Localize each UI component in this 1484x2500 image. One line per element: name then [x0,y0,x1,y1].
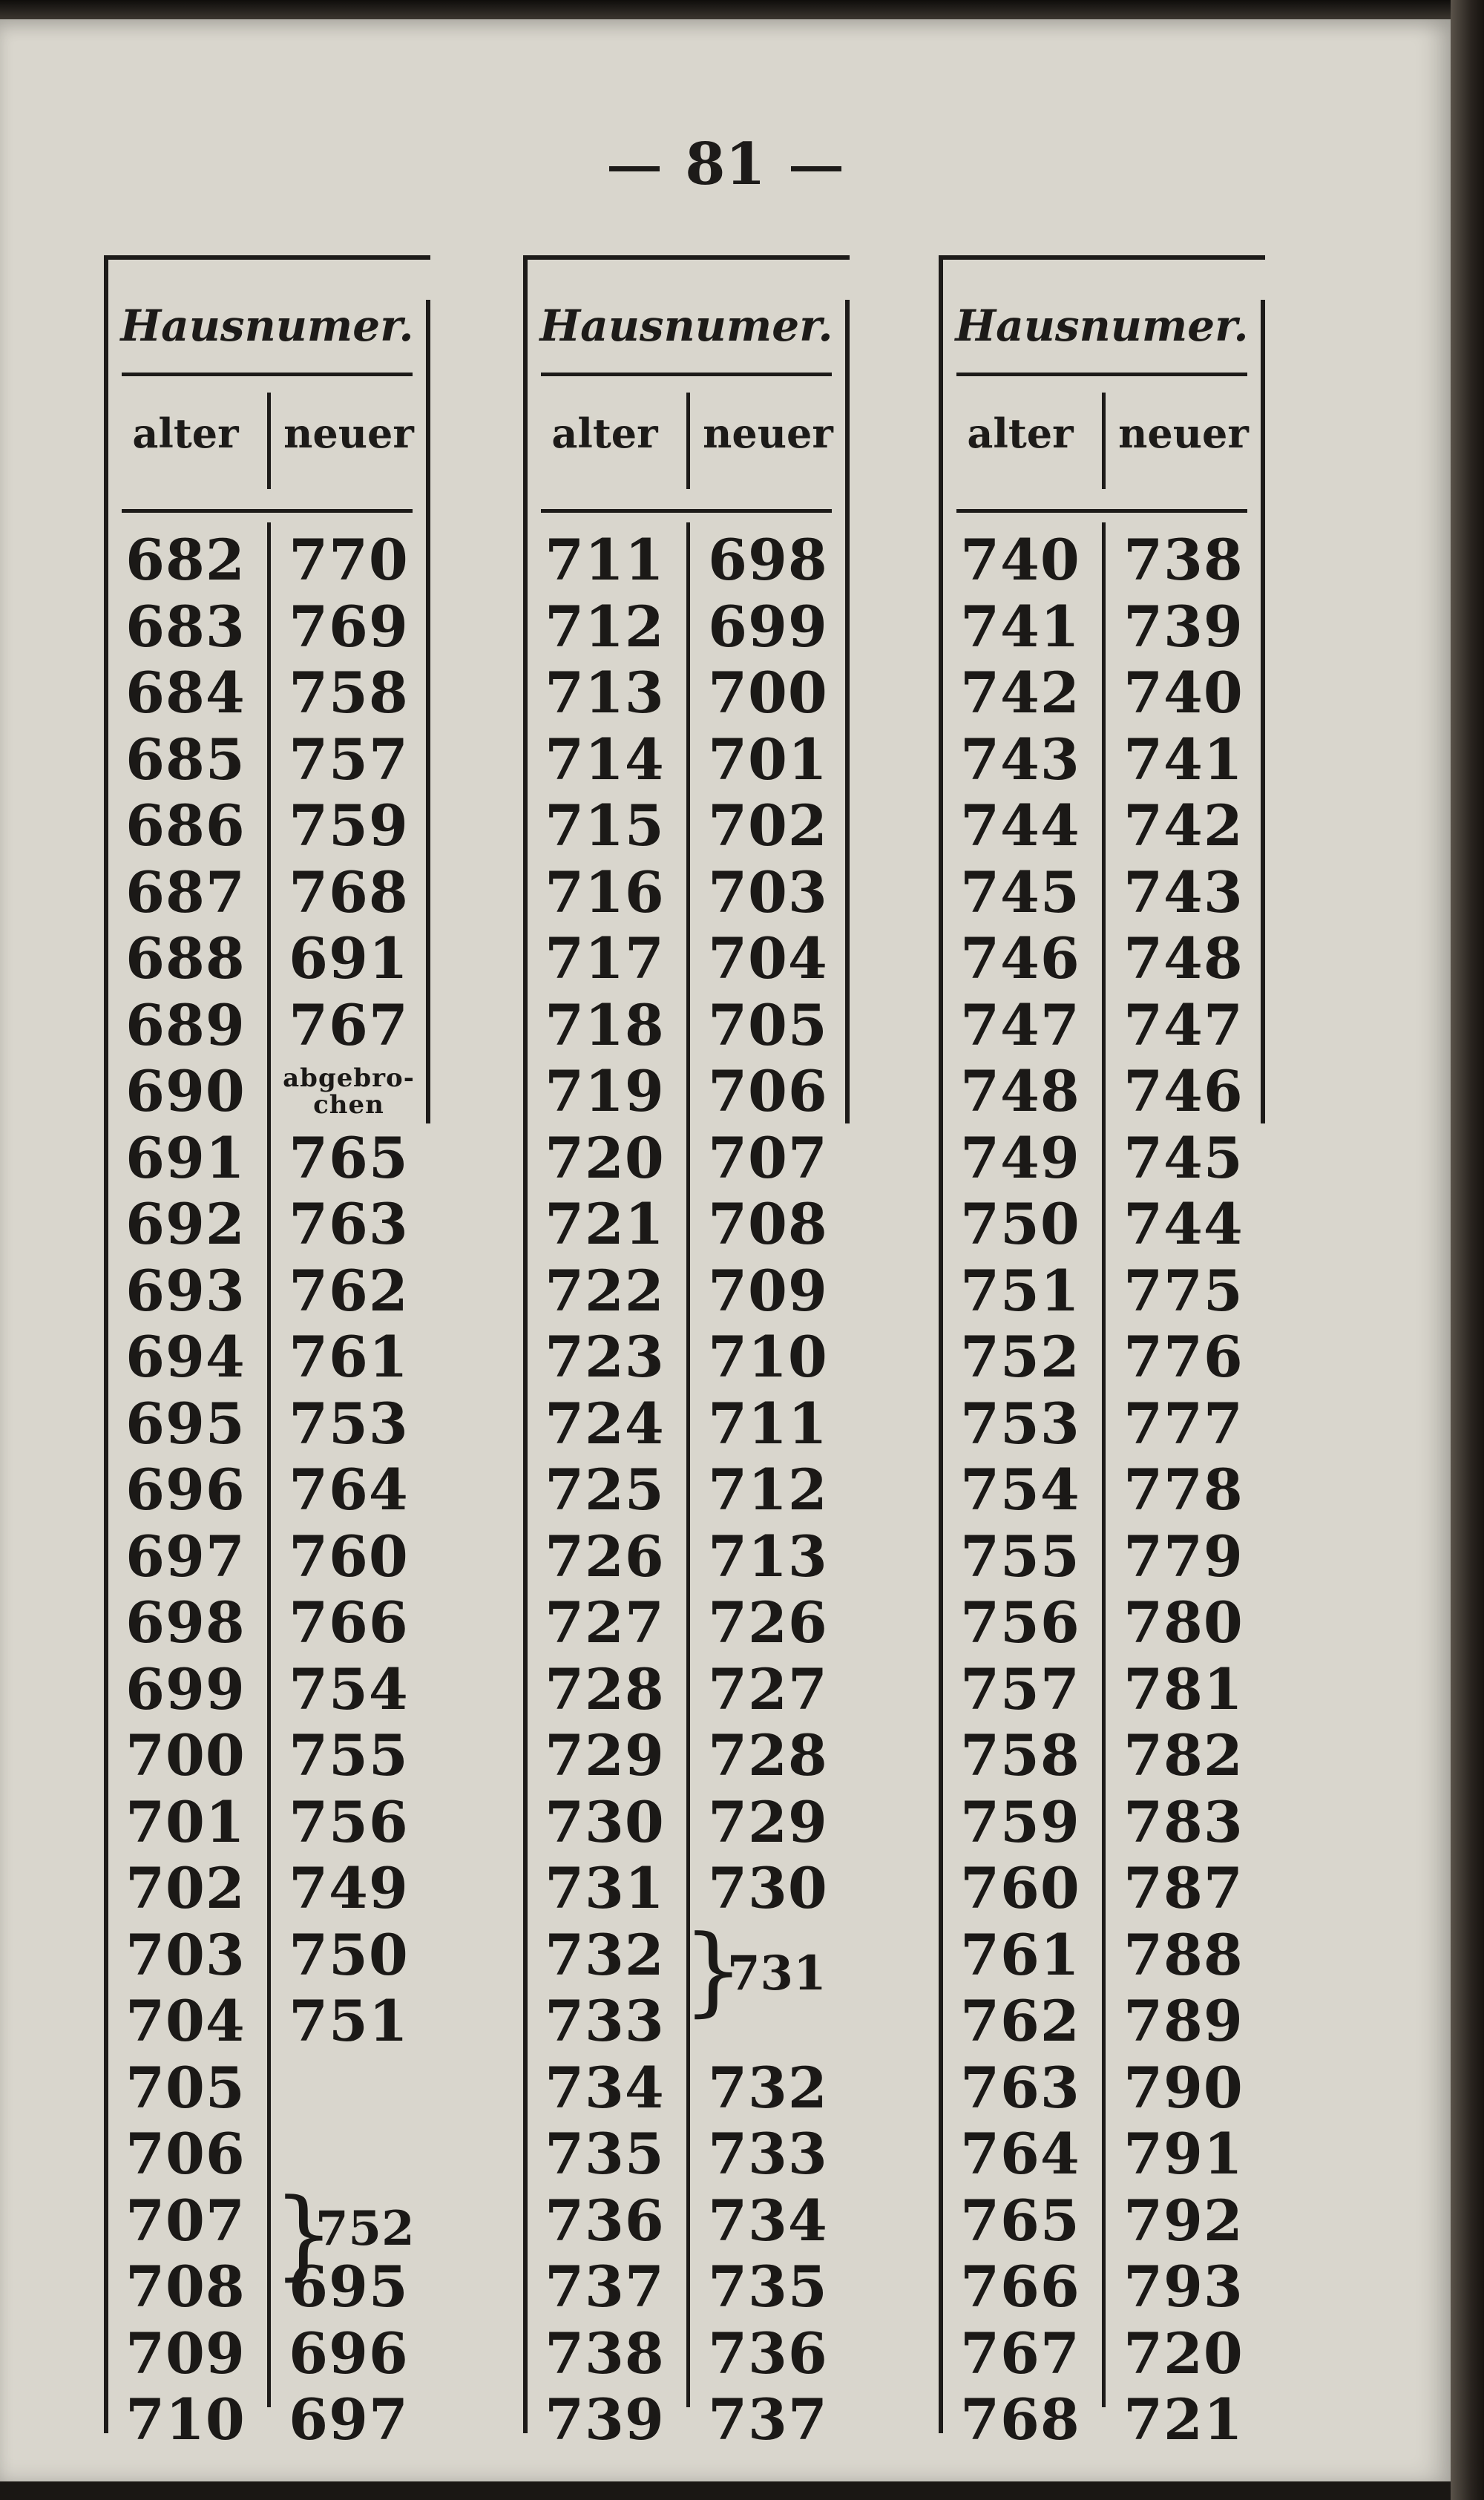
new-number-cell: 782 [1123,1722,1244,1789]
old-number-cell: 717 [545,925,665,992]
new-number-cell: 706 [708,1058,828,1125]
old-number-cell: 728 [545,1656,665,1722]
old-number-cell: 709 [125,2320,246,2386]
table-row [523,1125,850,1192]
new-number-cell: 699 [708,593,828,660]
table-row [104,1656,430,1723]
old-number-cell: 722 [545,1257,665,1324]
table-row [939,1656,1265,1723]
new-number-cell: 711 [708,1390,828,1457]
old-number-cell: 691 [125,1124,246,1191]
old-number-cell: 687 [125,859,246,925]
new-number-cell: 751 [289,1988,409,2055]
table-row [104,1988,430,2055]
new-number-cell: abgebro-chen [283,1063,415,1120]
old-number-cell: 720 [545,1124,665,1191]
new-number-cell: 703 [708,859,828,925]
subheader-rule [122,509,413,513]
table-row [939,1191,1265,1258]
old-number-cell: 726 [545,1523,665,1589]
old-number-cell: 683 [125,593,246,660]
table-row [104,1191,430,1258]
old-number-cell: 760 [960,1855,1080,1922]
old-number-cell: 685 [125,726,246,793]
old-number-cell: 750 [960,1191,1080,1258]
table-row [939,660,1265,726]
new-number-cell: 750 [289,1921,409,1988]
old-number-cell: 731 [545,1855,665,1922]
new-number-cell: 743 [1123,859,1244,925]
new-number-cell: 788 [1123,1921,1244,1988]
old-number-cell: 746 [960,925,1080,992]
new-number-cell: 791 [1123,2121,1244,2188]
table-row [939,1324,1265,1391]
header-rule [956,373,1247,376]
old-number-cell: 741 [960,593,1080,660]
new-number-cell: 770 [289,527,409,594]
new-number-cell: 763 [289,1191,409,1258]
new-number-cell: 747 [1123,991,1244,1058]
new-number-cell: 767 [289,991,409,1058]
old-number-cell: 699 [125,1656,246,1722]
folio-dash-right [791,166,841,171]
table-row [939,1789,1265,1856]
table-row [523,2254,850,2320]
new-number-cell: 736 [708,2320,828,2386]
column-top-rule [939,255,1265,260]
new-number-cell: 702 [708,793,828,859]
table-row [523,1191,850,1258]
table-row [104,2055,430,2122]
new-number-cell: 734 [708,2187,828,2254]
table-row [939,2188,1265,2254]
house-number-column-2 [523,255,850,2453]
table-row [104,527,430,594]
table-row [104,1324,430,1391]
new-number-cell: 727 [708,1656,828,1722]
old-number-cell: 739 [545,2386,665,2453]
old-number-cell: 712 [545,593,665,660]
old-number-cell: 718 [545,991,665,1058]
old-number-cell: 700 [125,1722,246,1789]
old-number-cell: 716 [545,859,665,925]
old-number-cell: 751 [960,1257,1080,1324]
subheader-new: neuer [283,410,414,457]
table-row [104,1391,430,1457]
old-number-cell: 754 [960,1457,1080,1523]
old-number-cell: 688 [125,925,246,992]
old-number-cell: 736 [545,2187,665,2254]
new-number-cell: 700 [708,660,828,726]
new-number-cell: 696 [289,2320,409,2386]
new-number-cell: 761 [289,1324,409,1391]
new-number-cell: 726 [708,1589,828,1656]
old-number-cell: 763 [960,2054,1080,2121]
old-number-cell: 696 [125,1457,246,1523]
old-number-cell: 748 [960,1058,1080,1125]
table-row [939,992,1265,1059]
new-number-cell: 728 [708,1722,828,1789]
old-number-cell: 695 [125,1390,246,1457]
old-number-cell: 752 [960,1324,1080,1391]
column-top-rule [523,255,850,260]
new-number-cell: 748 [1123,925,1244,992]
brace-value: 752 [315,2201,415,2257]
table-row [523,1789,850,1856]
new-number-cell: 745 [1123,1124,1244,1191]
old-number-cell: 719 [545,1058,665,1125]
new-number-cell: 768 [289,859,409,925]
brace-symbol: } [683,1914,744,2027]
new-number-cell: 778 [1123,1457,1244,1523]
table-row [104,1922,430,1989]
new-number-cell: 732 [708,2054,828,2121]
old-number-cell: 744 [960,793,1080,859]
table-row [104,1058,430,1125]
table-row [104,793,430,859]
table-row [523,660,850,726]
new-number-cell: 713 [708,1523,828,1589]
table-row [523,2386,850,2453]
table-row [104,1789,430,1856]
new-number-cell: 720 [1123,2320,1244,2386]
new-number-cell: 783 [1123,1788,1244,1855]
book-top-edge [0,0,1484,19]
table-row [523,726,850,793]
table-row [939,2320,1265,2387]
new-number-cell: 707 [708,1124,828,1191]
table-row [523,859,850,926]
old-number-cell: 692 [125,1191,246,1258]
house-number-column-1 [104,255,430,2453]
old-number-cell: 765 [960,2187,1080,2254]
new-number-cell: 701 [708,726,828,793]
old-number-cell: 745 [960,859,1080,925]
table-row [523,1855,850,1922]
new-number-cell: 790 [1123,2054,1244,2121]
new-number-cell: 792 [1123,2187,1244,2254]
subheader-divider [686,393,690,489]
table-row [104,1722,430,1789]
new-number-cell: 760 [289,1523,409,1589]
old-number-cell: 732 [545,1921,665,1988]
table-row [104,2121,430,2188]
table-row [939,1589,1265,1656]
old-number-cell: 707 [125,2187,246,2254]
table-row [939,2386,1265,2453]
table-row [523,1722,850,1789]
old-number-cell: 747 [960,991,1080,1058]
table-row [523,527,850,594]
old-number-cell: 705 [125,2054,246,2121]
table-row [939,527,1265,594]
table-row [104,1589,430,1656]
table-row [939,2254,1265,2320]
table-row [104,1855,430,1922]
new-number-cell: 759 [289,793,409,859]
house-number-column-3 [939,255,1265,2453]
table-row [939,2121,1265,2188]
new-number-cell: 793 [1123,2254,1244,2320]
new-number-cell: 740 [1123,660,1244,726]
old-number-cell: 714 [545,726,665,793]
table-row [523,1523,850,1590]
table-row [104,2254,430,2320]
old-number-cell: 686 [125,793,246,859]
old-number-cell: 757 [960,1656,1080,1722]
table-row [523,1391,850,1457]
column-header: Hausnumer. [955,301,1249,351]
new-number-cell: 712 [708,1457,828,1523]
new-number-cell: 753 [289,1390,409,1457]
new-number-cell: 757 [289,726,409,793]
table-row [523,1656,850,1723]
new-number-cell: 733 [708,2121,828,2188]
old-number-cell: 749 [960,1124,1080,1191]
table-row [523,793,850,859]
new-number-cell: 691 [289,925,409,992]
table-row [523,2320,850,2387]
new-number-cell: 742 [1123,793,1244,859]
old-number-cell: 764 [960,2121,1080,2188]
old-number-cell: 743 [960,726,1080,793]
old-number-cell: 725 [545,1457,665,1523]
old-number-cell: 724 [545,1390,665,1457]
subheader-old: alter [967,410,1074,457]
table-row [523,2055,850,2122]
new-number-cell: 765 [289,1124,409,1191]
table-row [104,1523,430,1590]
new-number-cell: 709 [708,1257,828,1324]
table-row [939,1125,1265,1192]
old-number-cell: 758 [960,1722,1080,1789]
book-page [0,19,1451,2481]
old-number-cell: 734 [545,2054,665,2121]
table-row [939,1391,1265,1457]
old-number-cell: 767 [960,2320,1080,2386]
table-body [523,527,850,2453]
column-header: Hausnumer. [539,301,833,351]
new-number-cell: 789 [1123,1988,1244,2055]
table-row [939,1457,1265,1523]
table-row [104,1125,430,1192]
old-number-cell: 729 [545,1722,665,1789]
table-row [104,859,430,926]
old-number-cell: 735 [545,2121,665,2188]
table-row [939,1855,1265,1922]
old-number-cell: 713 [545,660,665,726]
table-row [939,859,1265,926]
table-row [523,1324,850,1391]
new-number-cell: 741 [1123,726,1244,793]
old-number-cell: 708 [125,2254,246,2320]
new-number-cell: 735 [708,2254,828,2320]
folio-dash-left [609,166,660,171]
table-row [104,1457,430,1523]
new-number-cell: 721 [1123,2386,1244,2453]
new-number-cell: 766 [289,1589,409,1656]
old-number-cell: 693 [125,1257,246,1324]
table-body [939,527,1265,2453]
old-number-cell: 738 [545,2320,665,2386]
table-row [523,2121,850,2188]
subheader-divider [267,393,271,489]
new-number-cell: 781 [1123,1656,1244,1722]
old-number-cell: 715 [545,793,665,859]
old-number-cell: 740 [960,527,1080,594]
new-number-cell: 775 [1123,1257,1244,1324]
subheader-new: neuer [703,410,833,457]
subheader-new: neuer [1118,410,1249,457]
old-number-cell: 730 [545,1788,665,1855]
page-number: 81 [685,131,766,198]
table-row [939,1258,1265,1325]
old-number-cell: 697 [125,1523,246,1589]
old-number-cell: 759 [960,1788,1080,1855]
table-row [523,1589,850,1656]
table-row [104,992,430,1059]
new-number-cell: 754 [289,1656,409,1722]
subheader-rule [956,509,1247,513]
table-row [523,2188,850,2254]
old-number-cell: 756 [960,1589,1080,1656]
table-row [523,1457,850,1523]
header-rule [541,373,832,376]
old-number-cell: 727 [545,1589,665,1656]
table-row [939,925,1265,992]
new-number-cell: 708 [708,1191,828,1258]
table-row [104,660,430,726]
new-number-cell: 755 [289,1722,409,1789]
table-row [104,925,430,992]
table-row [939,1523,1265,1590]
old-number-cell: 753 [960,1390,1080,1457]
new-number-cell: 758 [289,660,409,726]
old-number-cell: 723 [545,1324,665,1391]
new-number-cell: 704 [708,925,828,992]
new-number-cell: 779 [1123,1523,1244,1589]
new-number-cell: 744 [1123,1191,1244,1258]
new-number-cell: 749 [289,1855,409,1922]
table-row [523,992,850,1059]
old-number-cell: 698 [125,1589,246,1656]
old-number-cell: 706 [125,2121,246,2188]
table-row [104,594,430,660]
table-row [939,1722,1265,1789]
old-number-cell: 733 [545,1988,665,2055]
column-top-rule [104,255,430,260]
page-folio [0,131,1451,198]
old-number-cell: 694 [125,1324,246,1391]
new-number-cell: 780 [1123,1589,1244,1656]
table-row [104,726,430,793]
old-number-cell: 761 [960,1921,1080,1988]
table-row [939,2055,1265,2122]
new-number-cell: 697 [289,2386,409,2453]
column-header: Hausnumer. [120,301,414,351]
subheader-divider [1102,393,1106,489]
table-row [523,594,850,660]
old-number-cell: 711 [545,527,665,594]
old-number-cell: 737 [545,2254,665,2320]
table-row [104,2386,430,2453]
table-row [939,1058,1265,1125]
new-number-cell: 730 [708,1855,828,1922]
table-row [523,925,850,992]
old-number-cell: 768 [960,2386,1080,2453]
new-number-cell: 764 [289,1457,409,1523]
table-row [939,726,1265,793]
old-number-cell: 690 [125,1058,246,1125]
brace-symbol: } [273,2177,335,2290]
subheader-old: alter [132,410,239,457]
old-number-cell: 742 [960,660,1080,726]
new-number-cell: 705 [708,991,828,1058]
new-number-cell: 746 [1123,1058,1244,1125]
table-row [104,1258,430,1325]
header-rule [122,373,413,376]
new-number-cell: 739 [1123,593,1244,660]
subheader-old: alter [551,410,658,457]
old-number-cell: 766 [960,2254,1080,2320]
new-number-cell: 695 [289,2254,409,2320]
brace-value: 731 [727,1946,827,2001]
new-number-cell: 762 [289,1257,409,1324]
table-row [104,2320,430,2387]
old-number-cell: 721 [545,1191,665,1258]
old-number-cell: 704 [125,1988,246,2055]
new-number-cell: 729 [708,1788,828,1855]
old-number-cell: 689 [125,991,246,1058]
old-number-cell: 701 [125,1788,246,1855]
old-number-cell: 684 [125,660,246,726]
old-number-cell: 755 [960,1523,1080,1589]
new-number-cell: 756 [289,1788,409,1855]
new-number-cell: 710 [708,1324,828,1391]
table-row [939,1988,1265,2055]
old-number-cell: 702 [125,1855,246,1922]
old-number-cell: 703 [125,1921,246,1988]
old-number-cell: 762 [960,1988,1080,2055]
old-number-cell: 710 [125,2386,246,2453]
table-row [939,1922,1265,1989]
new-number-cell: 737 [708,2386,828,2453]
table-body [104,527,430,2453]
table-row [939,793,1265,859]
new-number-cell: 777 [1123,1390,1244,1457]
new-number-cell: 738 [1123,527,1244,594]
book-page-edge [1451,0,1484,2500]
table-row [939,594,1265,660]
old-number-cell: 682 [125,527,246,594]
new-number-cell: 698 [708,527,828,594]
subheader-rule [541,509,832,513]
new-number-cell: 769 [289,593,409,660]
table-row [523,1058,850,1125]
table-row [523,1258,850,1325]
new-number-cell: 787 [1123,1855,1244,1922]
new-number-cell: 776 [1123,1324,1244,1391]
